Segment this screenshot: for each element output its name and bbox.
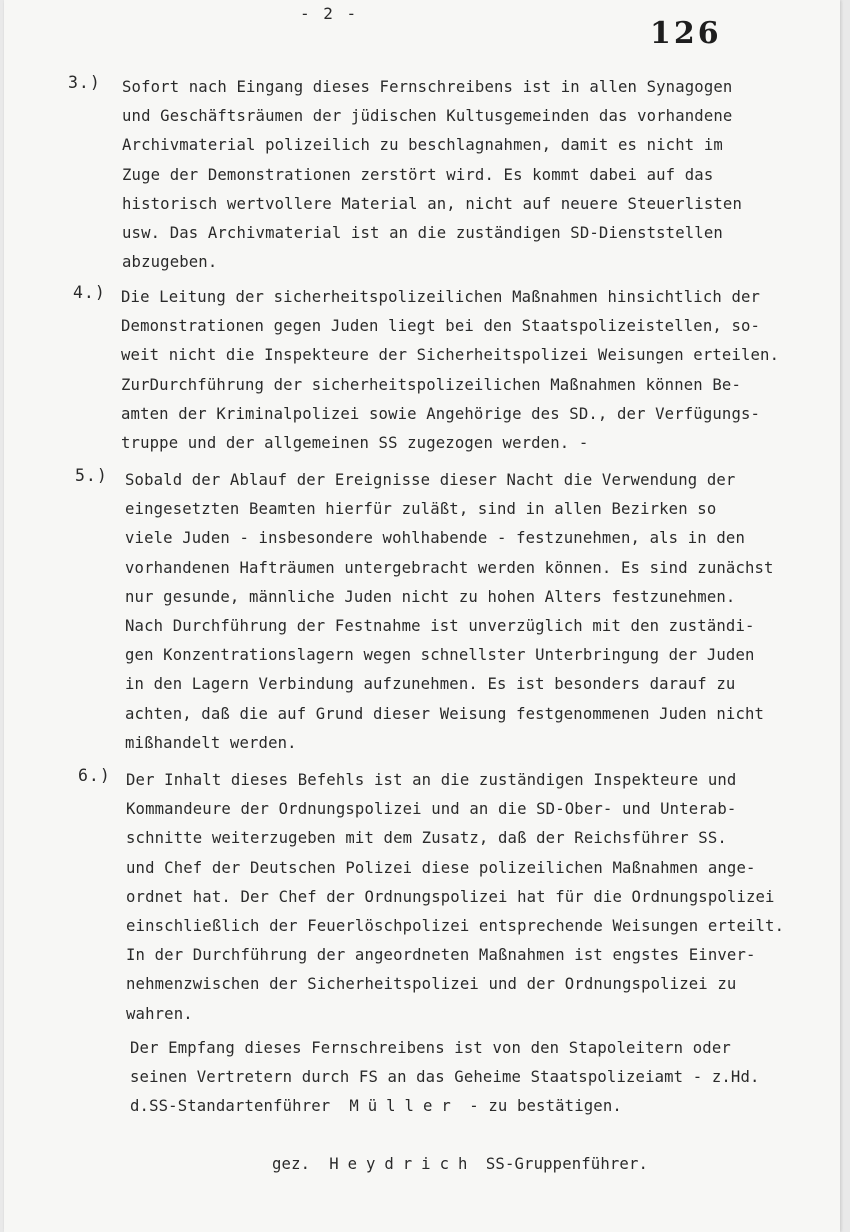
- text-line: ZurDurchführung der sicherheitspolizeilichen Maßnahmen können Be-: [121, 375, 741, 394]
- recipient-title: d.SS-Standartenführer: [130, 1097, 331, 1116]
- text-line: Nach Durchführung der Festnahme ist unverzüglich mit den zuständi-: [125, 616, 755, 635]
- text-line: abzugeben.: [122, 253, 218, 272]
- text-line: [130, 1092, 760, 1121]
- text-line: historisch wertvollere Material an, nicht auf neuere Steuerlisten: [122, 194, 742, 213]
- paragraph-number: 6.): [78, 766, 111, 785]
- text-line: Sofort nach Eingang dieses Fernschreibens ist in allen Synagogen: [122, 78, 733, 96]
- signature-name: Heydrich: [329, 1155, 477, 1173]
- paragraph-body: [126, 766, 784, 1029]
- text-line: in den Lagern Verbindung aufzunehmen. Es ist besonders darauf zu: [125, 675, 736, 694]
- paragraph-body: [122, 73, 742, 277]
- text-line: viele Juden - insbesondere wohlhabende - festzunehmen, als in den: [125, 529, 745, 548]
- text-line: nehmenzwischen der Sicherheitspolizei und der Ordnungspolizei zu: [126, 975, 737, 994]
- text-line: eingesetzten Beamten hierfür zuläßt, sind in allen Bezirken so: [125, 500, 717, 519]
- text-line: usw. Das Archivmaterial ist an die zuständigen SD-Dienststellen: [122, 223, 723, 242]
- closing-paragraph: [130, 1034, 760, 1122]
- text-line: amten der Kriminalpolizei sowie Angehörige des SD., der Verfügungs-: [121, 404, 761, 423]
- recipient-name: Müller: [349, 1097, 460, 1116]
- text-line: In der Durchführung der angeordneten Maßnahmen ist engstes Einver-: [126, 946, 756, 965]
- paragraph-number: 3.): [68, 73, 101, 92]
- text-line: schnitte weiterzugeben mit dem Zusatz, daß der Reichsführer SS.: [126, 829, 727, 848]
- paragraph-body: [121, 283, 779, 458]
- text-line: Sobald der Ablauf der Ereignisse dieser Nacht die Verwendung der: [125, 471, 736, 489]
- text-line: gen Konzentrationslagern wegen schnellster Unterbringung der Juden: [125, 646, 755, 665]
- text-line: Zuge der Demonstrationen zerstört wird. Es kommt dabei auf das: [122, 165, 714, 184]
- text-line: achten, daß die auf Grund dieser Weisung festgenommenen Juden nicht: [125, 704, 765, 723]
- text-line: Kommandeure der Ordnungspolizei und an die SD-Ober- und Unterab-: [126, 800, 737, 819]
- text-line: und Geschäftsräumen der jüdischen Kultusgemeinden das vorhandene: [122, 107, 733, 126]
- text-line: wahren.: [126, 1004, 193, 1023]
- text-line: Demonstrationen gegen Juden liegt bei den Staatspolizeistellen, so-: [121, 317, 761, 336]
- text-line: weit nicht die Inspekteure der Sicherheitspolizei Weisungen erteilen.: [121, 346, 780, 365]
- text-line: Die Leitung der sicherheitspolizeilichen Maßnahmen hinsichtlich der: [121, 288, 761, 306]
- closing-suffix: - zu bestätigen.: [469, 1097, 622, 1116]
- text-line: Der Empfang dieses Fernschreibens ist von den Stapoleitern oder: [130, 1039, 731, 1057]
- signature-prefix: gez.: [272, 1155, 311, 1173]
- document-page: [4, 0, 840, 1232]
- text-line: mißhandelt werden.: [125, 733, 297, 752]
- text-line: ordnet hat. Der Chef der Ordnungspolizei hat für die Ordnungspolizei: [126, 887, 775, 906]
- text-line: seinen Vertretern durch FS an das Geheime Staatspolizeiamt - z.Hd.: [130, 1068, 760, 1087]
- text-line: einschließlich der Feuerlöschpolizei entsprechende Weisungen erteilt.: [126, 916, 785, 935]
- signature-line: [272, 1150, 648, 1179]
- signature-text: [272, 1150, 648, 1179]
- text-line: und Chef der Deutschen Polizei diese polizeilichen Maßnahmen ange-: [126, 858, 756, 877]
- text-line: truppe und der allgemeinen SS zugezogen werden. -: [121, 433, 589, 452]
- text-line: vorhandenen Hafträumen untergebracht werden können. Es sind zunächst: [125, 558, 774, 577]
- paragraph-number: 5.): [75, 466, 108, 485]
- text-line: nur gesunde, männliche Juden nicht zu hohen Alters festzunehmen.: [125, 587, 736, 606]
- text-line: Archivmaterial polizeilich zu beschlagnahmen, damit es nicht im: [122, 136, 723, 155]
- paragraph-number: 4.): [73, 283, 106, 302]
- signature-rank: SS-Gruppenführer.: [485, 1155, 649, 1173]
- page-number: - 2 -: [300, 4, 359, 23]
- paragraph-body: [125, 466, 774, 758]
- archive-stamp-number: 126: [650, 16, 722, 51]
- text-line: Der Inhalt dieses Befehls ist an die zuständigen Inspekteure und: [126, 771, 737, 789]
